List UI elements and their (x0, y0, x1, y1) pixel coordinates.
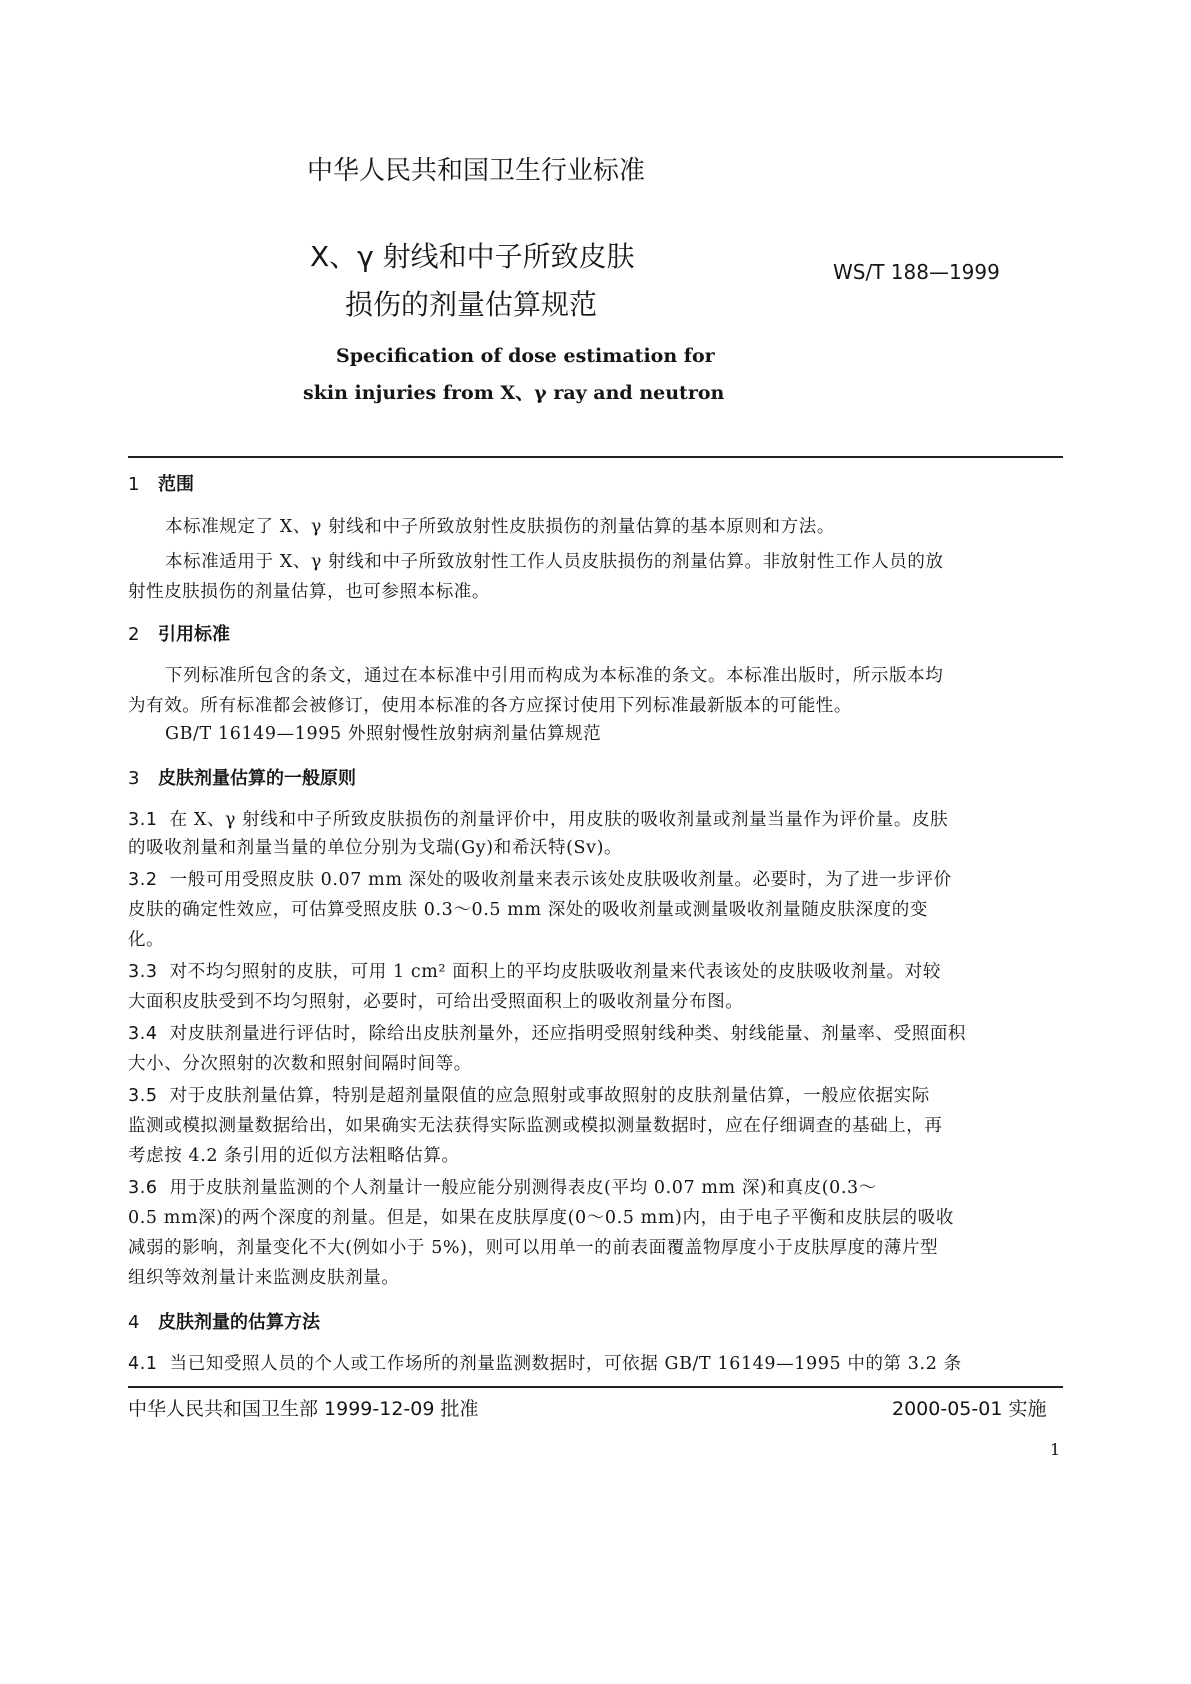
clause-3-3: 3.3 对不均匀照射的皮肤，可用 1 cm² 面积上的平均皮肤吸收剂量来代表该处的皮肤吸收剂量。对较 (128, 962, 941, 982)
section-3-heading (128, 764, 356, 790)
referenced-standard: GB/T 16149—1995 外照射慢性放射病剂量估算规范 (165, 724, 602, 744)
clause-3-5: 3.5 对于皮肤剂量估算，特别是超剂量限值的应急照射或事故照射的皮肤剂量估算，一般应依据实际 (128, 1086, 930, 1106)
clause-number: 4.1 (128, 1354, 158, 1374)
section-number: 4 (128, 1312, 140, 1333)
english-title-line1: Specification of dose estimation for (336, 345, 715, 367)
section-title: 引用标准 (158, 624, 230, 645)
standard-category: 中华人民共和国卫生行业标准 (307, 156, 646, 186)
paragraph: 皮肤的确定性效应，可估算受照皮肤 0.3～0.5 mm 深处的吸收剂量或测量吸收剂量随皮肤深度的变 (128, 900, 928, 920)
paragraph: 下列标准所包含的条文，通过在本标准中引用而构成为本标准的条文。本标准出版时，所示版本均 (165, 666, 944, 686)
implementation-date: 2000-05-01 实施 (892, 1398, 1047, 1420)
english-title-line2: skin injuries from X、γ ray and neutron (303, 382, 725, 404)
document-title-line2: 损伤的剂量估算规范 (345, 288, 598, 321)
footer-divider (128, 1386, 1063, 1388)
header-divider (128, 456, 1063, 458)
section-number: 2 (128, 624, 140, 645)
section-2-heading (128, 620, 230, 646)
section-4-heading (128, 1308, 320, 1334)
paragraph: 减弱的影响，剂量变化不大(例如小于 5%)，则可以用单一的前表面覆盖物厚度小于皮肤厚度的薄片型 (128, 1238, 939, 1258)
paragraph: 0.5 mm深)的两个深度的剂量。但是，如果在皮肤厚度(0～0.5 mm)内，由于电子平衡和皮肤层的吸收 (128, 1208, 954, 1228)
paragraph: 的吸收剂量和剂量当量的单位分别为戈瑞(Gy)和希沃特(Sv)。 (128, 838, 623, 858)
clause-3-1: 3.1 在 X、γ 射线和中子所致皮肤损伤的剂量评价中，用皮肤的吸收剂量或剂量当量作为评价量。皮肤 (128, 810, 949, 830)
clause-number: 3.1 (128, 810, 158, 830)
paragraph: 本标准规定了 X、γ 射线和中子所致放射性皮肤损伤的剂量估算的基本原则和方法。 (165, 517, 835, 537)
section-title: 皮肤剂量估算的一般原则 (158, 768, 356, 789)
paragraph: 化。 (128, 930, 165, 950)
document-title-line1: X、γ 射线和中子所致皮肤 (310, 240, 635, 273)
paragraph: 考虑按 4.2 条引用的近似方法粗略估算。 (128, 1146, 460, 1166)
clause-3-4: 3.4 对皮肤剂量进行评估时，除给出皮肤剂量外，还应指明受照射线种类、射线能量、剂量率、受照面积 (128, 1024, 967, 1044)
clause-number: 3.2 (128, 870, 158, 890)
section-title: 范围 (158, 474, 194, 495)
paragraph: 为有效。所有标准都会被修订，使用本标准的各方应探讨使用下列标准最新版本的可能性。 (128, 696, 852, 716)
page-number: 1 (1050, 1440, 1061, 1459)
paragraph: 大小、分次照射的次数和照射间隔时间等。 (128, 1054, 472, 1074)
section-number: 1 (128, 474, 140, 495)
clause-number: 3.6 (128, 1178, 158, 1198)
approval-note: 中华人民共和国卫生部 1999-12-09 批准 (128, 1398, 479, 1420)
clause-number: 3.4 (128, 1024, 158, 1044)
section-1-heading (128, 470, 194, 496)
clause-3-6: 3.6 用于皮肤剂量监测的个人剂量计一般应能分别测得表皮(平均 0.07 mm 深)和真皮(0.3～ (128, 1178, 877, 1198)
clause-4-1: 4.1 当已知受照人员的个人或工作场所的剂量监测数据时，可依据 GB/T 16149—1995 中的第 3.2 条 (128, 1354, 962, 1374)
section-number: 3 (128, 768, 140, 789)
paragraph: 本标准适用于 X、γ 射线和中子所致放射性工作人员皮肤损伤的剂量估算。非放射性工作人员的放 (165, 552, 944, 572)
clause-number: 3.3 (128, 962, 158, 982)
paragraph: 组织等效剂量计来监测皮肤剂量。 (128, 1268, 400, 1288)
clause-3-2: 3.2 一般可用受照皮肤 0.07 mm 深处的吸收剂量来表示该处皮肤吸收剂量。必要时，为了进一步评价 (128, 870, 952, 890)
paragraph: 监测或模拟测量数据给出，如果确实无法获得实际监测或模拟测量数据时，应在仔细调查的基础上，再 (128, 1116, 943, 1136)
paragraph: 射性皮肤损伤的剂量估算，也可参照本标准。 (128, 582, 490, 602)
paragraph: 大面积皮肤受到不均匀照射，必要时，可给出受照面积上的吸收剂量分布图。 (128, 992, 744, 1012)
section-title: 皮肤剂量的估算方法 (158, 1312, 320, 1333)
clause-number: 3.5 (128, 1086, 158, 1106)
standard-code: WS/T 188—1999 (833, 260, 1000, 284)
